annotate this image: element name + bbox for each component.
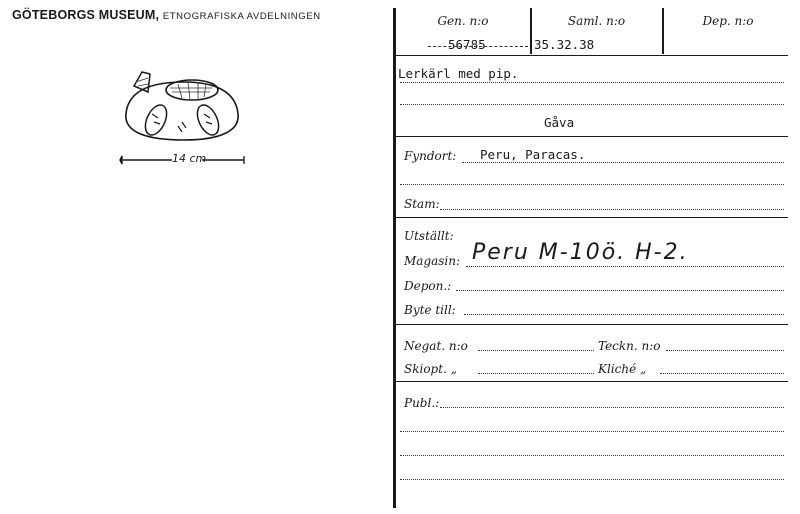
skiopt-bottom-rule <box>396 381 788 382</box>
scale-label: 14 cm <box>172 152 207 165</box>
byte-bottom-rule <box>396 324 788 325</box>
museum-name: GÖTEBORGS MUSEUM, <box>12 8 160 22</box>
skiopt-label: Skiopt. „ <box>404 362 457 376</box>
object-line-2 <box>400 104 784 105</box>
magasin-value: Peru M-10ö. H-2. <box>472 240 689 265</box>
fyndort-value: Peru, Paracas. <box>480 147 586 162</box>
teckn-line <box>666 350 784 351</box>
negat-label: Negat. n:o <box>404 339 468 353</box>
gen-no-value: 56785 <box>448 37 486 52</box>
skiopt-line <box>478 373 594 374</box>
object-bottom-rule <box>396 136 788 137</box>
card-left-border <box>393 8 396 508</box>
depon-line <box>456 290 784 291</box>
fyndort-line-1 <box>462 162 784 163</box>
acquisition-type: Gåva <box>544 115 575 130</box>
negat-line <box>478 350 594 351</box>
publ-label: Publ.: <box>404 396 440 410</box>
publ-line-4 <box>400 479 784 480</box>
fyndort-line-2 <box>400 184 784 185</box>
byte-label: Byte till: <box>404 303 456 317</box>
magasin-line <box>466 266 784 267</box>
saml-no-value: 35.32.38 <box>534 37 595 52</box>
museum-header <box>12 8 321 22</box>
depon-label: Depon.: <box>404 279 452 293</box>
gen-no-line <box>428 46 528 47</box>
byte-line <box>464 314 784 315</box>
department-name: ETNOGRAFISKA AVDELNINGEN <box>162 11 321 22</box>
publ-line-2 <box>400 431 784 432</box>
publ-line-1 <box>440 407 784 408</box>
publ-line-3 <box>400 455 784 456</box>
stam-line <box>440 209 784 210</box>
fyndort-label: Fyndort: <box>404 149 457 163</box>
magasin-label: Magasin: <box>404 254 461 268</box>
utstallt-label: Utställt: <box>404 229 454 243</box>
object-name: Lerkärl med pip. <box>398 66 519 81</box>
dep-no-label: Dep. n:o <box>702 14 754 28</box>
header-bottom-rule <box>396 55 788 56</box>
kliche-label: Kliché „ <box>598 362 647 376</box>
saml-no-label: Saml. n:o <box>567 14 626 28</box>
stam-bottom-rule <box>396 217 788 218</box>
gen-no-label: Gen. n:o <box>437 14 489 28</box>
stam-label: Stam: <box>404 197 440 211</box>
kliche-line <box>660 373 784 374</box>
vessel-sketch <box>112 62 262 181</box>
object-line-1 <box>400 82 784 83</box>
teckn-label: Teckn. n:o <box>598 339 661 353</box>
